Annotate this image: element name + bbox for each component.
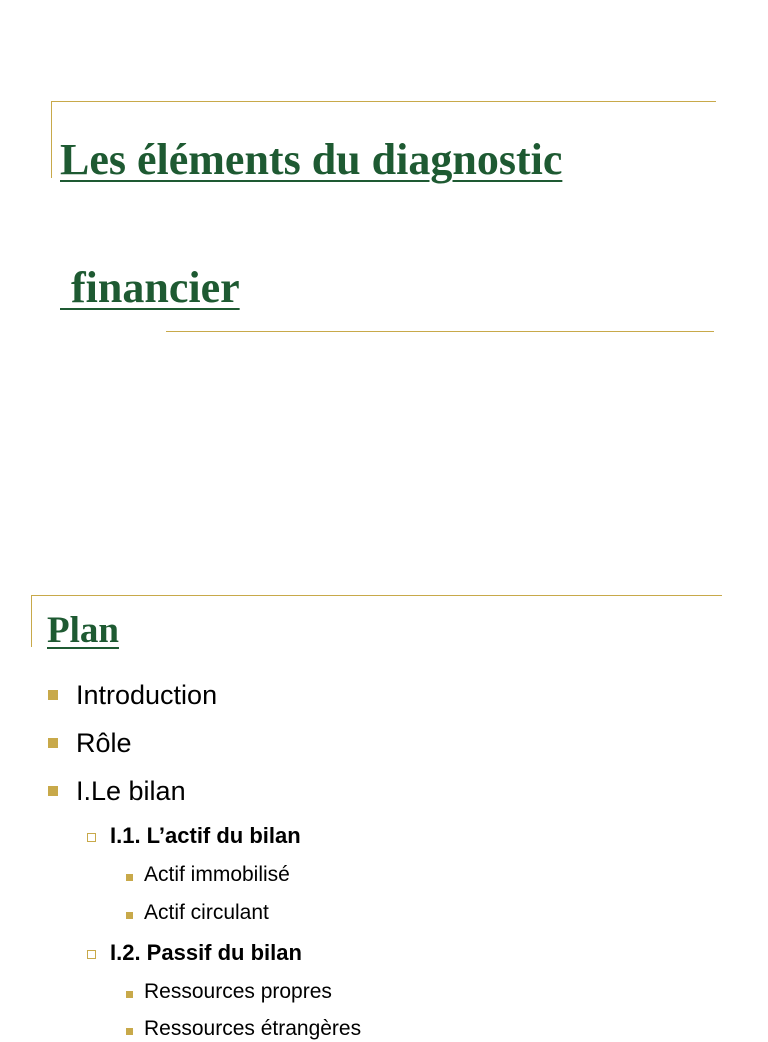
sub-sub-item-ressources-etrangeres xyxy=(126,1016,361,1042)
square-bullet-icon xyxy=(48,786,58,796)
list-item-label: Introduction xyxy=(76,680,218,710)
slide-title-line-1: Les éléments du diagnostic xyxy=(60,135,563,184)
sub-sub-item-actif-circulant xyxy=(126,900,269,926)
title-bottom-rule xyxy=(166,331,714,332)
list-item-label: Rôle xyxy=(76,728,132,758)
sub-item-label: I.1. L’actif du bilan xyxy=(110,823,301,848)
list-item-label: I.Le bilan xyxy=(76,776,186,806)
hollow-square-bullet-icon xyxy=(87,950,96,959)
small-square-bullet-icon xyxy=(126,874,133,881)
sub-sub-item-label: Ressources propres xyxy=(144,980,332,1003)
small-square-bullet-icon xyxy=(126,991,133,998)
plan-top-rule xyxy=(32,595,722,596)
slide-title-line-2: financier xyxy=(60,263,240,312)
sub-item-passif-du-bilan xyxy=(87,939,302,967)
title-left-rule xyxy=(51,101,52,178)
list-item-le-bilan xyxy=(48,774,186,808)
small-square-bullet-icon xyxy=(126,912,133,919)
list-item-introduction xyxy=(48,678,217,712)
title-top-rule xyxy=(52,101,716,102)
square-bullet-icon xyxy=(48,738,58,748)
small-square-bullet-icon xyxy=(126,1028,133,1035)
plan-left-rule xyxy=(31,595,32,647)
list-item-role xyxy=(48,726,132,760)
square-bullet-icon xyxy=(48,690,58,700)
sub-sub-item-label: Actif immobilisé xyxy=(144,863,290,886)
sub-sub-item-ressources-propres xyxy=(126,979,332,1005)
sub-sub-item-label: Ressources étrangères xyxy=(144,1017,362,1040)
sub-item-actif-du-bilan xyxy=(87,822,301,850)
hollow-square-bullet-icon xyxy=(87,833,96,842)
plan-title: Plan xyxy=(47,610,119,651)
sub-sub-item-actif-immobilise xyxy=(126,862,290,888)
sub-item-label: I.2. Passif du bilan xyxy=(110,940,302,965)
sub-sub-item-label: Actif circulant xyxy=(144,901,269,924)
